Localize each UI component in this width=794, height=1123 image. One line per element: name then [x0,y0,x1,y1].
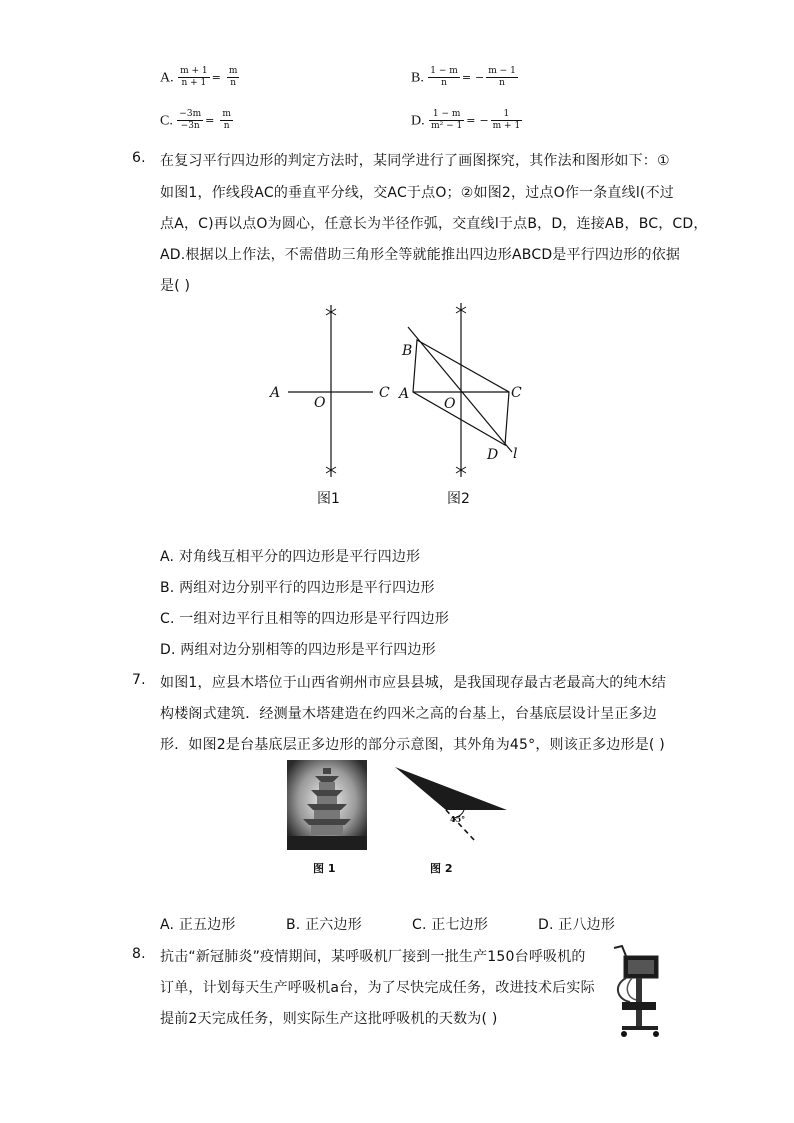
q8-text-line: 订单，计划每天生产呼吸机a台，为了尽快完成任务，改进技术后实际 [160,980,595,996]
label-l: l [513,446,518,462]
q7-text-line: 如图1，应县木塔位于山西省朔州市应县县城，是我国现存最古老最高大的纯木结 [160,675,667,691]
q5-option-b: B. $\frac{1 - m}{n}$ = − $\frac{m - 1}{n}$ [411,66,516,88]
q8-text-line: 抗击“新冠肺炎”疫情期间，某呼吸机厂接到一批生产150台呼吸机的 [160,949,586,965]
figure-2 [397,303,522,477]
q6-text-line: 点A，C)再以点O为圆心，任意长为半径作弧，交直线l于点B，D，连接AB，BC，CD， [160,216,708,232]
q8-text-line: 提前2天完成任务，则实际生产这批呼吸机的天数为( ) [160,1011,498,1027]
polygon-partial [395,767,507,810]
q6-option-a: A. 对角线互相平分的四边形是平行四边形 [160,549,421,565]
q7-option-c: C. 正七边形 [412,917,489,933]
q8-number: 8. [132,946,146,962]
q7-option-a: A. 正五边形 [160,917,236,933]
polygon-exterior-angle-figure [392,764,512,844]
q7-option-b: B. 正六边形 [286,917,362,933]
label-o: O [444,396,456,412]
q6-option-d: D. 两组对边分别相等的四边形是平行四边形 [160,642,436,658]
q6-text-line: 如图1，作线段AC的垂直平分线，交AC于点O；②如图2，过点O作一条直线l(不过 [160,185,674,201]
q6-figures [260,295,540,515]
q7-number: 7. [132,672,146,688]
q7-option-d: D. 正八边形 [538,917,616,933]
q6-number: 6. [132,150,146,166]
label-a: A [270,385,281,401]
fraction: $\frac{-3m}{-3n}$ [179,109,202,131]
q6-text-line: 在复习平行四边形的判定方法时，某同学进行了画图探究，其作法和图形如下：① [160,153,670,169]
q7-fig2-caption: 图 2 [430,862,453,875]
figure-2-caption: 图2 [447,491,470,507]
pagoda-photo [287,760,367,850]
label-d: D [487,447,499,463]
label-c: C [379,385,390,401]
fraction: $\frac{1 - m}{\text{m² − 1}}$ [431,109,463,131]
q7-fig1-caption: 图 1 [313,862,336,875]
q6-option-b: B. 两组对边分别平行的四边形是平行四边形 [160,580,435,596]
figure-1 [268,305,390,477]
line-l [408,327,512,452]
q7-text-line: 构楼阁式建筑．经测量木塔建造在约四米之高的台基上，台基底层设计呈正多边 [160,706,657,722]
fraction: $\frac{m + 1}{n + 1}$ [180,66,208,88]
label-a: A [399,386,410,402]
fraction: $\frac{1 - m}{n}$ [430,66,458,88]
q6-text-line: AD.根据以上作法，不需借助三角形全等就能推出四边形ABCD是平行四边形的依据 [160,247,681,263]
q6-text-line: 是( ) [160,278,191,294]
figure-1-caption: 图1 [317,491,340,507]
q5-option-c: C. $\frac{-3m}{-3n}$ = $\frac{m}{n}$ [160,109,231,131]
angle-label: 45° [450,814,466,824]
q7-text-line: 形．如图2是台基底层正多边形的部分示意图，其外角为45°，则该正多边形是( ) [160,737,665,753]
q6-option-c: C. 一组对边平行且相等的四边形是平行四边形 [160,611,450,627]
ventilator-picture [600,942,670,1042]
label-o: O [314,395,326,411]
label-b: B [402,343,413,359]
label-c: C [511,385,522,401]
q5-option-a: A. $\frac{m + 1}{n + 1}$ = $\frac{m}{n}$ [160,66,238,88]
q5-option-d: D. $\frac{1 - m}{\text{m² − 1}}$ = − $\frac{1}{m + 1}$ [411,109,521,131]
